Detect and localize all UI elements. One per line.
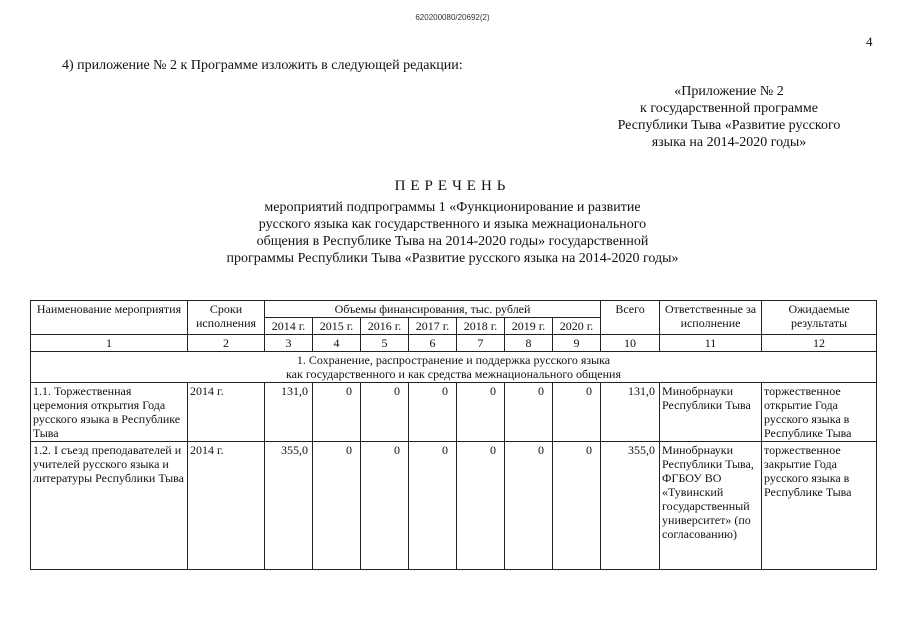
section-line: как государственного и как средства межнационального общения xyxy=(286,367,621,381)
column-number: 8 xyxy=(505,335,553,352)
header-responsible: Ответственные за исполнение xyxy=(660,301,762,335)
document-code: 620200080/20692(2) xyxy=(415,13,490,22)
column-numbers-row xyxy=(31,335,877,352)
column-number: 6 xyxy=(409,335,457,352)
document-subtitle xyxy=(190,199,715,267)
subtitle-line: общения в Республике Тыва на 2014-2020 годы» государственной xyxy=(256,234,649,249)
appendix-line: «Приложение № 2 xyxy=(674,84,784,99)
section-row xyxy=(31,352,877,383)
row-year-value: 0 xyxy=(553,442,601,570)
column-number: 7 xyxy=(457,335,505,352)
header-year: 2018 г. xyxy=(457,318,505,335)
header-year: 2020 г. xyxy=(553,318,601,335)
subtitle-line: русского языка как государственного и языка межнационального xyxy=(258,217,647,232)
table-row xyxy=(31,383,877,442)
row-total: 131,0 xyxy=(601,383,660,442)
row-responsible: Минобрнауки Республики Тыва, ФГБОУ ВО «Тувинский государственный университет» (по согласованию) xyxy=(660,442,762,570)
column-number: 12 xyxy=(762,335,877,352)
row-year-value: 0 xyxy=(409,383,457,442)
intro-text: 4) приложение № 2 к Программе изложить в следующей редакции: xyxy=(62,58,463,73)
header-year: 2014 г. xyxy=(265,318,313,335)
row-name: 1.2. I съезд преподавателей и учителей русского языка и литературы Республики Тыва xyxy=(31,442,188,570)
header-total: Всего xyxy=(601,301,660,335)
row-year-value: 0 xyxy=(457,442,505,570)
header-year: 2019 г. xyxy=(505,318,553,335)
header-name: Наименование мероприятия xyxy=(31,301,188,335)
appendix-reference xyxy=(586,83,872,151)
row-responsible: Минобрнауки Республики Тыва xyxy=(660,383,762,442)
row-total: 355,0 xyxy=(601,442,660,570)
appendix-line: к государственной программе xyxy=(640,101,818,116)
column-number: 11 xyxy=(660,335,762,352)
section-line: 1. Сохранение, распространение и поддержка русского языка xyxy=(296,353,611,367)
header-year: 2015 г. xyxy=(313,318,361,335)
row-year-value: 131,0 xyxy=(265,383,313,442)
column-number: 3 xyxy=(265,335,313,352)
column-number: 4 xyxy=(313,335,361,352)
row-year-value: 0 xyxy=(505,442,553,570)
table-row xyxy=(31,442,877,570)
activities-table xyxy=(30,300,877,570)
row-term: 2014 г. xyxy=(188,442,265,570)
subtitle-line: мероприятий подпрограммы 1 «Функционирование и развитие xyxy=(264,200,641,215)
section-heading xyxy=(31,352,877,383)
row-name: 1.1. Торжественная церемония открытия Года русского языка в Республике Тыва xyxy=(31,383,188,442)
subtitle-line: программы Республики Тыва «Развитие русского языка на 2014-2020 годы» xyxy=(226,251,679,266)
column-number: 10 xyxy=(601,335,660,352)
header-results: Ожидаемые результаты xyxy=(762,301,877,335)
header-row xyxy=(31,301,877,318)
row-results: торжественное открытие Года русского языка в Республике Тыва xyxy=(762,383,877,442)
column-number: 1 xyxy=(31,335,188,352)
row-year-value: 0 xyxy=(409,442,457,570)
row-year-value: 0 xyxy=(313,383,361,442)
row-year-value: 0 xyxy=(553,383,601,442)
row-results: торжественное закрытие Года русского языка в Республике Тыва xyxy=(762,442,877,570)
header-term: Сроки исполнения xyxy=(188,301,265,335)
row-term: 2014 г. xyxy=(188,383,265,442)
row-year-value: 355,0 xyxy=(265,442,313,570)
header-year: 2016 г. xyxy=(361,318,409,335)
row-year-value: 0 xyxy=(361,442,409,570)
column-number: 5 xyxy=(361,335,409,352)
appendix-line: языка на 2014-2020 годы» xyxy=(651,135,807,150)
column-number: 2 xyxy=(188,335,265,352)
row-year-value: 0 xyxy=(457,383,505,442)
appendix-line: Республики Тыва «Развитие русского xyxy=(617,118,841,133)
row-year-value: 0 xyxy=(505,383,553,442)
document-title: ПЕРЕЧЕНЬ xyxy=(394,178,511,194)
page-number: 4 xyxy=(866,34,873,49)
header-funding: Объемы финансирования, тыс. рублей xyxy=(265,301,601,318)
row-year-value: 0 xyxy=(313,442,361,570)
row-year-value: 0 xyxy=(361,383,409,442)
column-number: 9 xyxy=(553,335,601,352)
header-year: 2017 г. xyxy=(409,318,457,335)
